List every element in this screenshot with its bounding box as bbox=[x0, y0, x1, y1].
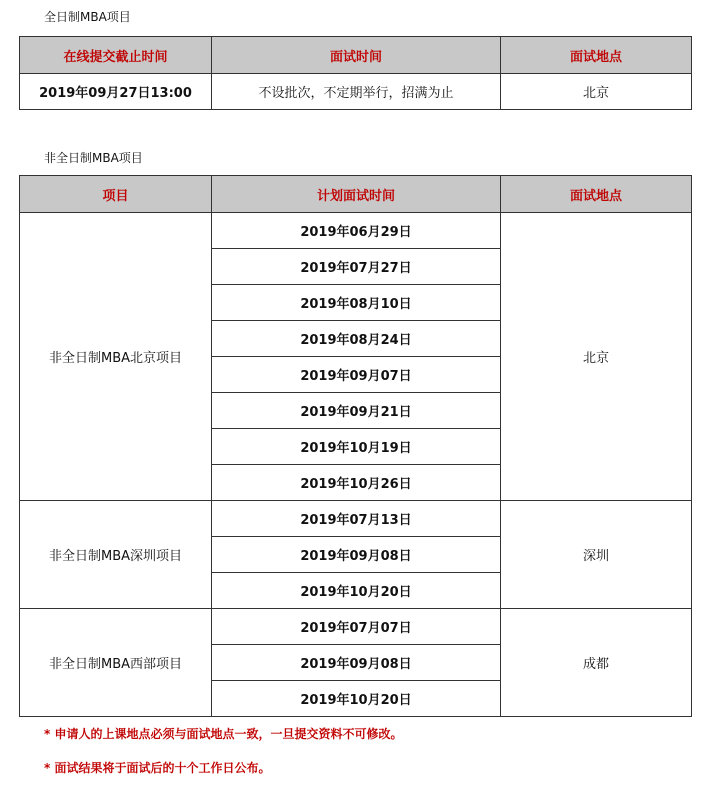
table-row bbox=[20, 501, 692, 537]
header-program: 项目 bbox=[20, 176, 212, 213]
interview-date-cell: 2019年07月27日 bbox=[212, 249, 501, 285]
table-header-row bbox=[20, 37, 692, 74]
fulltime-schedule-table bbox=[19, 36, 692, 110]
note-result-publication: * 面试结果将于面试后的十个工作日公布。 bbox=[44, 761, 271, 775]
program-cell: 非全日制MBA北京项目 bbox=[20, 213, 212, 501]
note-location-consistency: * 申请人的上课地点必须与面试地点一致，一旦提交资料不可修改。 bbox=[44, 727, 403, 741]
table-row bbox=[20, 74, 692, 110]
parttime-section-title: 非全日制MBA项目 bbox=[44, 151, 143, 165]
interview-date-cell: 2019年10月20日 bbox=[212, 681, 501, 717]
location-cell: 北京 bbox=[501, 74, 692, 110]
interview-date-cell: 2019年10月26日 bbox=[212, 465, 501, 501]
interview-date-cell: 2019年09月08日 bbox=[212, 537, 501, 573]
interview-date-cell: 2019年10月20日 bbox=[212, 573, 501, 609]
interview-date-cell: 2019年09月07日 bbox=[212, 357, 501, 393]
header-deadline: 在线提交截止时间 bbox=[20, 37, 212, 74]
program-cell: 非全日制MBA西部项目 bbox=[20, 609, 212, 717]
interview-date-cell: 2019年09月21日 bbox=[212, 393, 501, 429]
table-row bbox=[20, 213, 692, 249]
location-cell: 北京 bbox=[501, 213, 692, 501]
interview-date-cell: 2019年08月24日 bbox=[212, 321, 501, 357]
interview-date-cell: 2019年06月29日 bbox=[212, 213, 501, 249]
fulltime-section-title: 全日制MBA项目 bbox=[44, 10, 131, 24]
interview-date-cell: 2019年07月07日 bbox=[212, 609, 501, 645]
interview-date-cell: 2019年07月13日 bbox=[212, 501, 501, 537]
program-cell: 非全日制MBA深圳项目 bbox=[20, 501, 212, 609]
location-cell: 深圳 bbox=[501, 501, 692, 609]
table-row bbox=[20, 609, 692, 645]
header-interview-location: 面试地点 bbox=[501, 176, 692, 213]
interview-date-cell: 2019年09月08日 bbox=[212, 645, 501, 681]
parttime-schedule-table bbox=[19, 175, 692, 717]
interview-date-cell: 2019年10月19日 bbox=[212, 429, 501, 465]
table-header-row bbox=[20, 176, 692, 213]
header-interview-time: 面试时间 bbox=[212, 37, 501, 74]
location-cell: 成都 bbox=[501, 609, 692, 717]
deadline-cell: 2019年09月27日13:00 bbox=[20, 74, 212, 110]
interview-date-cell: 2019年08月10日 bbox=[212, 285, 501, 321]
interview-time-cell: 不设批次，不定期举行，招满为止 bbox=[212, 74, 501, 110]
header-planned-interview-time: 计划面试时间 bbox=[212, 176, 501, 213]
header-interview-location: 面试地点 bbox=[501, 37, 692, 74]
